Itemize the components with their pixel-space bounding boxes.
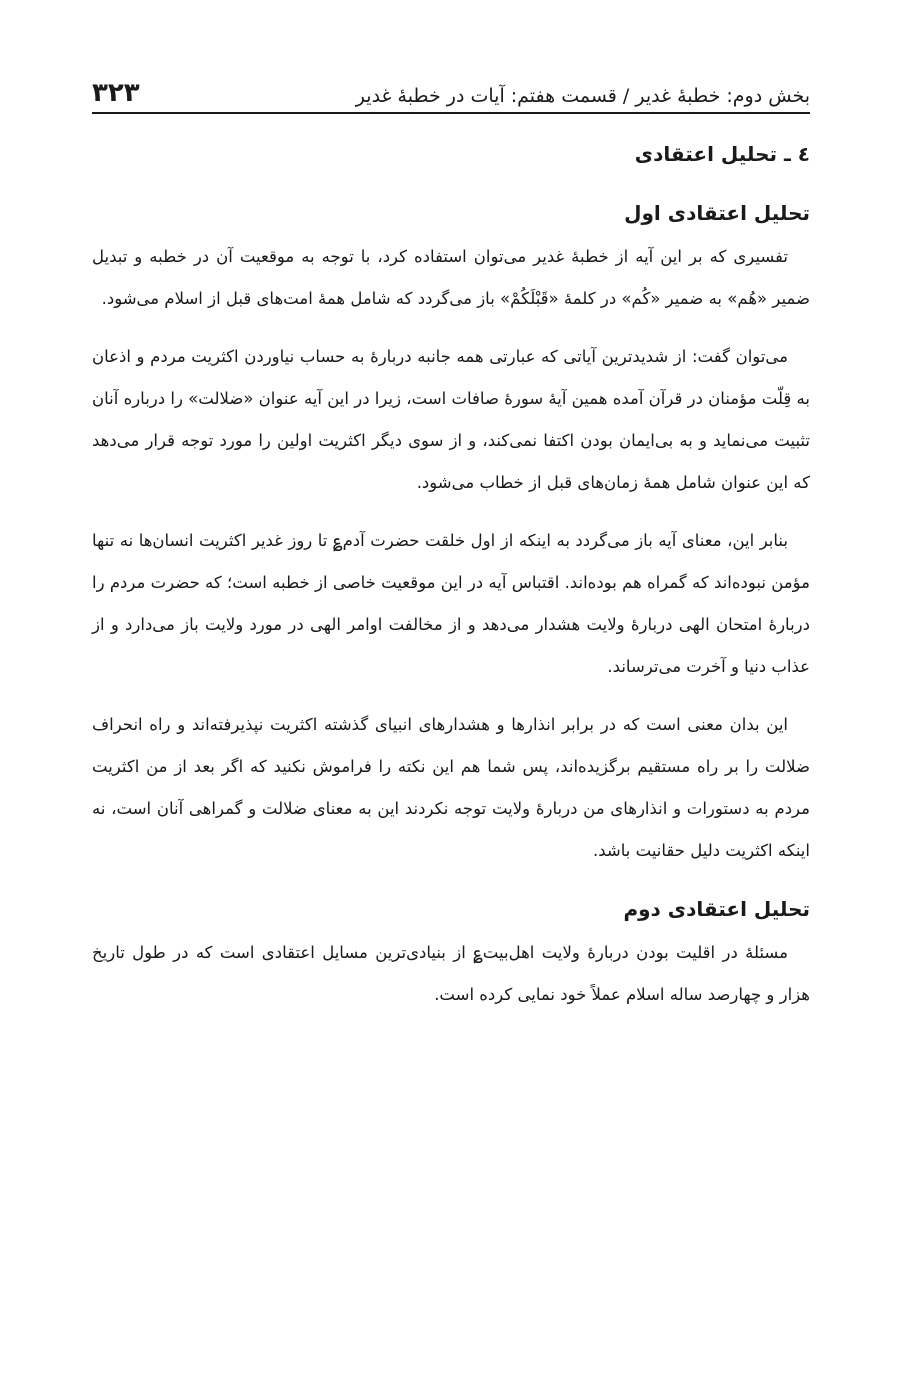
running-title: بخش دوم: خطبهٔ غدیر / قسمت هفتم: آیات در خطبهٔ غدیر — [355, 85, 810, 107]
analysis-1-paragraph-1: تفسیری که بر این آیه از خطبهٔ غدیر می‌توان استفاده کرد، با توجه به موقعیت آن در خطبه و تبدیل ضمیر «هُم» به ضمیر «کُم» در کلمهٔ «قَبْلَکُمْ» باز می‌گردد که شامل همهٔ امت‌های قبل از اسلام می‌شود. — [92, 247, 810, 308]
running-header — [92, 60, 810, 114]
analysis-1-paragraph-4: این بدان معنی است که در برابر انذارها و هشدارهای انبیای گذشته اکثریت نپذیرفته‌اند و راه انحراف ضلالت را بر راه مستقیم برگزیده‌اند، پس شما هم این نکته را فراموش نکنید که اگر بعد از من اکثریت مردم به دستورات و انذارهای من دربارهٔ ولایت توجه نکردند این به معنای ضلالت و گمراهی آنان است، نه اینکه اکثریت دلیل حقانیت باشد. — [92, 715, 810, 860]
analysis-1-paragraph-3: بنابر این، معنای آیه باز می‌گردد به اینکه از اول خلقت حضرت آدم‌؏ تا روز غدیر اکثریت انسان‌ها نه تنها مؤمن نبوده‌اند که گمراه هم بوده‌اند. اقتباس آیه در این موقعیت خاصی از خطبه است؛ که حضرت مردم را دربارهٔ امتحان الهی دربارهٔ ولایت هشدار می‌دهد و از مخالفت اوامر الهی در مورد ولایت باز می‌دارد و از عذاب دنیا و آخرت می‌ترساند. — [92, 531, 810, 676]
analysis-1-heading: تحلیل اعتقادی اول — [624, 201, 810, 225]
analysis-section-2 — [92, 894, 810, 1016]
section-heading: ٤ ـ تحلیل اعتقادی — [634, 142, 810, 166]
page-content — [92, 140, 810, 1016]
analysis-2-paragraph-1: مسئلهٔ در اقلیت بودن دربارهٔ ولایت اهل‌بیت‌؏ از بنیادی‌ترین مسایل اعتقادی است که در طول تاریخ هزار و چهارصد ساله اسلام عملاً خود نمایی کرده است. — [92, 943, 810, 1004]
analysis-section-1 — [92, 198, 810, 872]
book-page — [92, 60, 810, 1032]
analysis-1-paragraph-2: می‌توان گفت: از شدیدترین آیاتی که عبارتی همه جانبه دربارهٔ به حساب نیاوردن اکثریت مردم و اذعان به قِلّت مؤمنان در قرآن آمده همین آیهٔ سورهٔ صافات است، زیرا در این آیه عنوان «ضلالت» را درباره آنان تثبیت می‌نماید و به بی‌ایمان بودن اکتفا نمی‌کند، و از سوی دیگر اکثریت اولین را مورد توجه قرار می‌دهد که این عنوان شامل همهٔ زمان‌های قبل از خطاب می‌شود. — [92, 347, 810, 492]
page-number: ۳۲۳ — [92, 78, 140, 108]
analysis-2-heading: تحلیل اعتقادی دوم — [623, 897, 810, 921]
